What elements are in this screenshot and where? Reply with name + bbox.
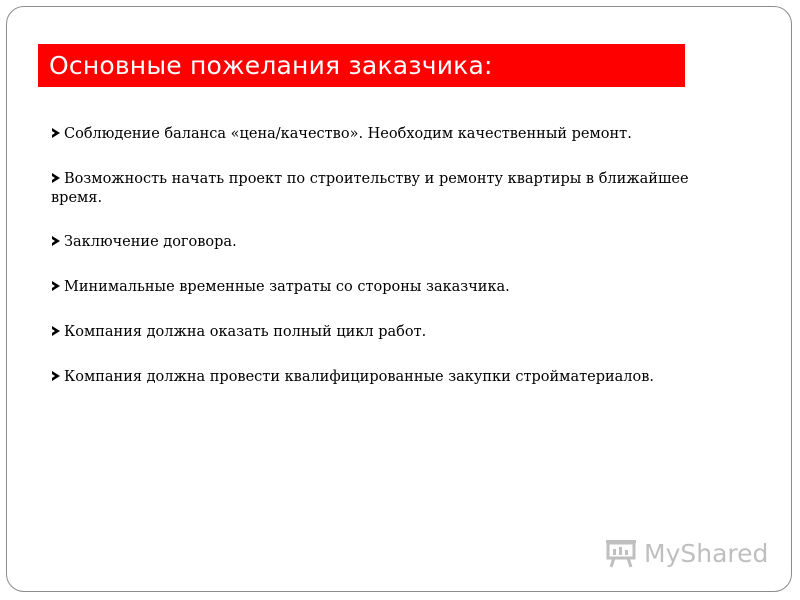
arrow-right-icon (52, 128, 60, 138)
bullet-text: Минимальные временные затраты со стороны заказчика. (64, 279, 510, 295)
presentation-board-icon (605, 537, 637, 569)
slide-title: Основные пожелания заказчика: (49, 51, 493, 80)
bullet-text: Компания должна оказать полный цикл работ. (64, 324, 427, 340)
myshared-logo[interactable] (605, 537, 768, 569)
arrow-right-icon (52, 236, 60, 246)
bullet-text: Заключение договора. (64, 234, 237, 250)
title-bar (38, 44, 685, 87)
bullet-item (51, 368, 741, 387)
arrow-right-icon (52, 173, 60, 183)
bullet-item (51, 323, 741, 342)
arrow-right-icon (52, 371, 60, 381)
logo-text: MyShared (644, 538, 769, 568)
arrow-right-icon (52, 326, 60, 336)
bullet-item (51, 125, 741, 144)
bullet-list (51, 125, 741, 413)
bullet-item (51, 170, 741, 208)
bullet-item (51, 278, 741, 297)
arrow-right-icon (52, 281, 60, 291)
bullet-text: Соблюдение баланса «цена/качество». Необходим качественный ремонт. (64, 126, 632, 142)
bullet-text: Возможность начать проект по строительству и ремонту квартиры в ближайшее время. (51, 171, 689, 206)
bullet-text: Компания должна провести квалифицированные закупки стройматериалов. (64, 369, 655, 385)
bullet-item (51, 233, 741, 252)
